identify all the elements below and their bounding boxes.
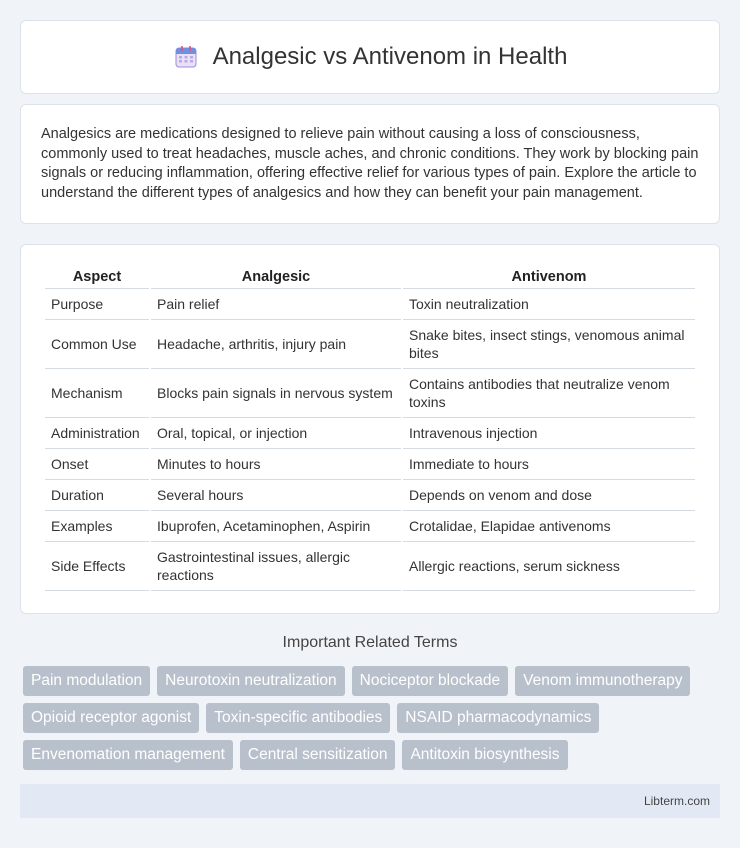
table-cell-aspect: Administration: [45, 418, 149, 449]
column-header-antivenom: Antivenom: [403, 265, 695, 289]
related-term-tag[interactable]: Pain modulation: [23, 666, 150, 696]
column-header-aspect: Aspect: [45, 265, 149, 289]
table-cell-analgesic: Several hours: [151, 480, 401, 511]
page-title: Analgesic vs Antivenom in Health: [212, 43, 568, 70]
table-cell-antivenom: Crotalidae, Elapidae antivenoms: [403, 511, 695, 542]
table-row: [45, 320, 695, 369]
footer: [20, 784, 720, 818]
table-cell-analgesic: Pain relief: [151, 289, 401, 320]
calendar-icon: [173, 44, 199, 70]
table-row: [45, 289, 695, 320]
related-term-tag[interactable]: Central sensitization: [240, 740, 396, 770]
column-header-analgesic: Analgesic: [151, 265, 401, 289]
table-row: [45, 511, 695, 542]
table-cell-analgesic: Gastrointestinal issues, allergic reactions: [151, 542, 401, 591]
table-row: [45, 449, 695, 480]
table-cell-aspect: Purpose: [45, 289, 149, 320]
header: [173, 43, 568, 71]
table-cell-antivenom: Depends on venom and dose: [403, 480, 695, 511]
table-cell-antivenom: Snake bites, insect stings, venomous animal bites: [403, 320, 695, 369]
related-term-tag[interactable]: Venom immunotherapy: [515, 666, 690, 696]
related-term-tag[interactable]: Neurotoxin neutralization: [157, 666, 344, 696]
related-term-tag[interactable]: Envenomation management: [23, 740, 233, 770]
table-cell-analgesic: Minutes to hours: [151, 449, 401, 480]
comparison-table: [43, 265, 697, 591]
related-terms-title: Important Related Terms: [282, 634, 458, 651]
table-cell-aspect: Side Effects: [45, 542, 149, 591]
table-cell-antivenom: Allergic reactions, serum sickness: [403, 542, 695, 591]
table-cell-analgesic: Oral, topical, or injection: [151, 418, 401, 449]
table-cell-aspect: Mechanism: [45, 369, 149, 418]
table-cell-aspect: Onset: [45, 449, 149, 480]
table-cell-antivenom: Contains antibodies that neutralize venom toxins: [403, 369, 695, 418]
table-cell-analgesic: Blocks pain signals in nervous system: [151, 369, 401, 418]
related-term-tag[interactable]: Antitoxin biosynthesis: [402, 740, 567, 770]
intro-text: Analgesics are medications designed to relieve pain without causing a loss of consciousness, commonly used to treat headaches, muscle aches, and chronic conditions. They work by blocking pain signals or reducing inflammation, offering effective relief for various types of pain. Explore the article to understand the different types of analgesics and how they can benefit your pain management.: [41, 126, 699, 201]
footer-brand-link[interactable]: Libterm.com: [643, 794, 710, 808]
table-row: [45, 480, 695, 511]
table-cell-aspect: Examples: [45, 511, 149, 542]
related-terms-tags: [23, 666, 723, 770]
table-header-row: [45, 265, 695, 289]
related-term-tag[interactable]: Opioid receptor agonist: [23, 703, 199, 733]
table-cell-aspect: Duration: [45, 480, 149, 511]
table-row: [45, 418, 695, 449]
header-card: [20, 20, 720, 94]
related-term-tag[interactable]: NSAID pharmacodynamics: [397, 703, 599, 733]
comparison-table-card: [20, 244, 720, 614]
table-cell-antivenom: Toxin neutralization: [403, 289, 695, 320]
table-row: [45, 369, 695, 418]
intro-card: [20, 104, 720, 224]
table-cell-antivenom: Immediate to hours: [403, 449, 695, 480]
table-cell-analgesic: Headache, arthritis, injury pain: [151, 320, 401, 369]
related-term-tag[interactable]: Nociceptor blockade: [352, 666, 508, 696]
table-row: [45, 542, 695, 591]
related-term-tag[interactable]: Toxin-specific antibodies: [206, 703, 390, 733]
table-cell-antivenom: Intravenous injection: [403, 418, 695, 449]
table-cell-aspect: Common Use: [45, 320, 149, 369]
table-cell-analgesic: Ibuprofen, Acetaminophen, Aspirin: [151, 511, 401, 542]
